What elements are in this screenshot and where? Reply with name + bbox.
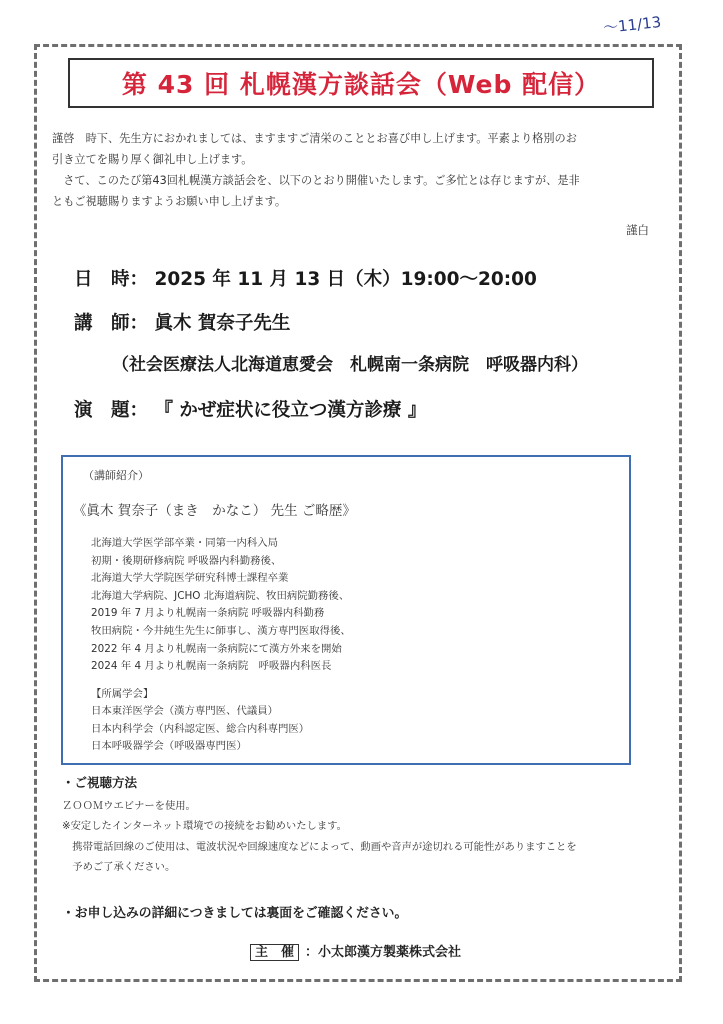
greeting-line: 引き立てを賜り厚く御礼申し上げます。 (52, 153, 253, 166)
date-value: 2025 年 11 月 13 日（木）19:00～20:00 (154, 269, 537, 290)
greeting-line: さて、このたび第43回札幌漢方談話会を、以下のとおり開催いたします。ご多忙とは存じますが、是非 (52, 174, 580, 187)
career-item: 北海道大学大学院医学研究科博士課程卒業 (91, 572, 289, 585)
speaker-bio-box (61, 455, 631, 765)
society-list (91, 686, 309, 756)
application-note: ・お申し込みの詳細につきましては裏面をご確認ください。 (62, 906, 408, 921)
organizer-label: 主 催 (250, 944, 299, 961)
greeting-line: 謹啓 時下、先生方におかれましては、ますますご清栄のこととお喜び申し上げます。平素より格別のお (52, 132, 577, 145)
handwritten-date-note: ～11/13 (602, 13, 663, 37)
career-item: 2024 年 4 月より札幌南一条病院 呼吸器内科医長 (91, 660, 332, 673)
career-item: 2022 年 4 月より札幌南一条病院にて漢方外来を開始 (91, 642, 342, 655)
society-item: 日本内科学会（内科認定医、総合内科専門医） (91, 722, 310, 735)
viewing-line: ※安定したインターネット環境での接続をお勧めいたします。 (62, 820, 347, 833)
speaker-value: 眞木 賀奈子先生 (154, 313, 291, 334)
career-item: 初期・後期研修病院 呼吸器内科勤務後、 (91, 554, 282, 567)
organizer (250, 941, 461, 960)
viewing-line: 予めご了承ください。 (62, 861, 176, 874)
career-item: 北海道大学病院、JCHO 北海道病院、牧田病院勤務後、 (91, 589, 350, 602)
date-row (74, 265, 537, 291)
viewing-line: 携帯電話回線のご使用は、電波状況や回線速度などによって、動画や音声が途切れる可能性がありますことを (62, 840, 577, 853)
society-item: 日本呼吸器学会（呼吸器専門医） (91, 740, 247, 753)
speaker-affiliation: （社会医療法人北海道恵愛会 札幌南一条病院 呼吸器内科） (112, 355, 588, 375)
viewing-heading: ・ご視聴方法 (62, 775, 138, 790)
page-title: 第 43 回 札幌漢方談話会（Web 配信） (121, 70, 601, 99)
speaker-label: 講 師： (74, 313, 149, 334)
society-heading: 【所属学会】 (91, 688, 154, 700)
bio-tag: （講師紹介） (83, 469, 149, 482)
greeting-text (52, 128, 664, 212)
organizer-name: ：小太郎漢方製薬株式会社 (305, 945, 462, 960)
career-item: 牧田病院・今井純生先生に師事し、漢方専門医取得後、 (91, 624, 351, 637)
closing-word: 謹白 (626, 223, 649, 237)
society-item: 日本東洋医学会（漢方専門医、代議員） (91, 705, 279, 718)
topic-label: 演 題： (74, 400, 149, 421)
title-box (68, 58, 654, 108)
viewing-details (62, 796, 577, 878)
bio-heading: 《眞木 賀奈子（まき かなこ） 先生 ご略歴》 (73, 503, 356, 519)
date-label: 日 時： (74, 269, 149, 290)
speaker-row (74, 309, 290, 335)
viewing-line: ＺＯＯＭウエビナーを使用。 (62, 800, 196, 812)
topic-row (74, 396, 426, 422)
career-list (91, 535, 351, 676)
greeting-line: ともご視聴賜りますようお願い申し上げます。 (52, 195, 287, 208)
topic-value: 『 かぜ症状に役立つ漢方診療 』 (154, 400, 427, 421)
career-item: 北海道大学医学部卒業・同第一内科入局 (91, 537, 279, 549)
career-item: 2019 年 7 月より札幌南一条病院 呼吸器内科勤務 (91, 607, 325, 620)
